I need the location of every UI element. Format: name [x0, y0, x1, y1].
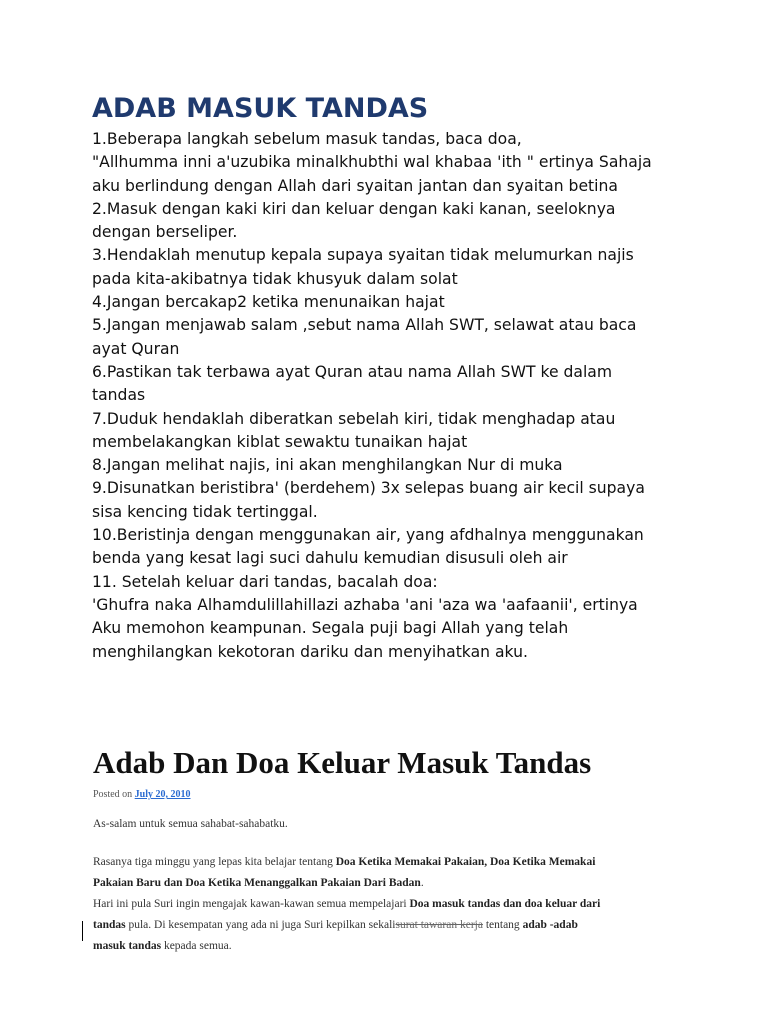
list-line: ayat Quran — [92, 339, 180, 358]
post-meta — [93, 789, 693, 800]
list-line: 4.Jangan bercakap2 ketika menunaikan hajat — [92, 293, 445, 312]
list-line: menghilangkan kekotoran dariku dan menyihatkan aku. — [92, 642, 528, 661]
text-cursor — [82, 921, 83, 941]
emphasis-text: tandas — [93, 919, 126, 931]
paragraph-line: Hari ini pula Suri ingin mengajak kawan-kawan semua mempelajari Doa masuk tandas dan doa keluar dari — [93, 898, 601, 910]
list-line: "Allhumma inni a'uzubika minalkhubthi wal khabaa 'ith " ertinya Sahaja — [92, 153, 652, 172]
posted-on-label: Posted on — [93, 789, 133, 800]
emphasis-text: Doa masuk tandas dan doa keluar dari — [409, 898, 601, 910]
list-line: benda yang kesat lagi suci dahulu kemudian disusuli oleh air — [92, 549, 568, 568]
infographic-section — [92, 92, 692, 664]
list-line: 8.Jangan melihat najis, ini akan menghilangkan Nur di muka — [92, 456, 563, 475]
section-title: ADAB MASUK TANDAS — [92, 93, 429, 124]
emphasis-text: Pakaian Baru dan Doa Ketika Menanggalkan Pakaian Dari Badan — [93, 877, 421, 889]
list-line: 7.Duduk hendaklah diberatkan sebelah kiri, tidak menghadap atau — [92, 409, 616, 428]
list-line: 5.Jangan menjawab salam ,sebut nama Allah SWT, selawat atau baca — [92, 316, 637, 335]
list-line: sisa kencing tidak tertinggal. — [92, 502, 318, 521]
strikethrough-text: surat tawaran kerja — [395, 919, 483, 931]
emphasis-text: adab -adab — [522, 919, 578, 931]
greeting-paragraph: As-salam untuk semua sahabat-sahabatku. — [93, 818, 288, 830]
list-line: 3.Hendaklah menutup kepala supaya syaitan tidak melumurkan najis — [92, 246, 634, 265]
emphasis-text: Doa Ketika Memakai Pakaian, Doa Ketika Memakai — [335, 856, 596, 868]
paragraph-line: Rasanya tiga minggu yang lepas kita belajar tentang Doa Ketika Memakai Pakaian, Doa Ketika Memakai — [93, 856, 596, 868]
blog-post-section — [93, 743, 693, 957]
list-line: 10.Beristinja dengan menggunakan air, yang afdhalnya menggunakan — [92, 526, 644, 545]
post-date-link[interactable]: July 20, 2010 — [134, 789, 191, 800]
post-title: Adab Dan Doa Keluar Masuk Tandas — [93, 745, 592, 780]
list-line: 'Ghufra naka Alhamdulillahillazi azhaba 'ani 'aza wa 'aafaanii', ertinya — [92, 595, 638, 614]
list-line: tandas — [92, 386, 146, 405]
paragraph-line: masuk tandas kepada semua. — [93, 940, 232, 952]
list-line: 9.Disunatkan beristibra' (berdehem) 3x selepas buang air kecil supaya — [92, 479, 645, 498]
adab-list — [92, 128, 692, 664]
emphasis-text: masuk tandas — [93, 940, 162, 952]
list-line: membelakangkan kiblat sewaktu tunaikan hajat — [92, 432, 468, 451]
paragraph-line: Pakaian Baru dan Doa Ketika Menanggalkan Pakaian Dari Badan. — [93, 877, 424, 889]
list-line: dengan berseliper. — [92, 223, 238, 242]
paragraph-line: tandas pula. Di kesempatan yang ada ni juga Suri kepilkan sekalisurat tawaran kerja tentang adab -adab — [93, 919, 578, 931]
list-line: 11. Setelah keluar dari tandas, bacalah doa: — [92, 572, 438, 591]
list-line: pada kita-akibatnya tidak khusyuk dalam solat — [92, 269, 458, 288]
list-line: 6.Pastikan tak terbawa ayat Quran atau nama Allah SWT ke dalam — [92, 362, 613, 381]
list-line: 2.Masuk dengan kaki kiri dan keluar dengan kaki kanan, seeloknya — [92, 199, 616, 218]
list-line: Aku memohon keampunan. Segala puji bagi Allah yang telah — [92, 619, 569, 638]
list-line: aku berlindung dengan Allah dari syaitan jantan dan syaitan betina — [92, 176, 618, 195]
list-line: 1.Beberapa langkah sebelum masuk tandas, baca doa, — [92, 130, 522, 148]
